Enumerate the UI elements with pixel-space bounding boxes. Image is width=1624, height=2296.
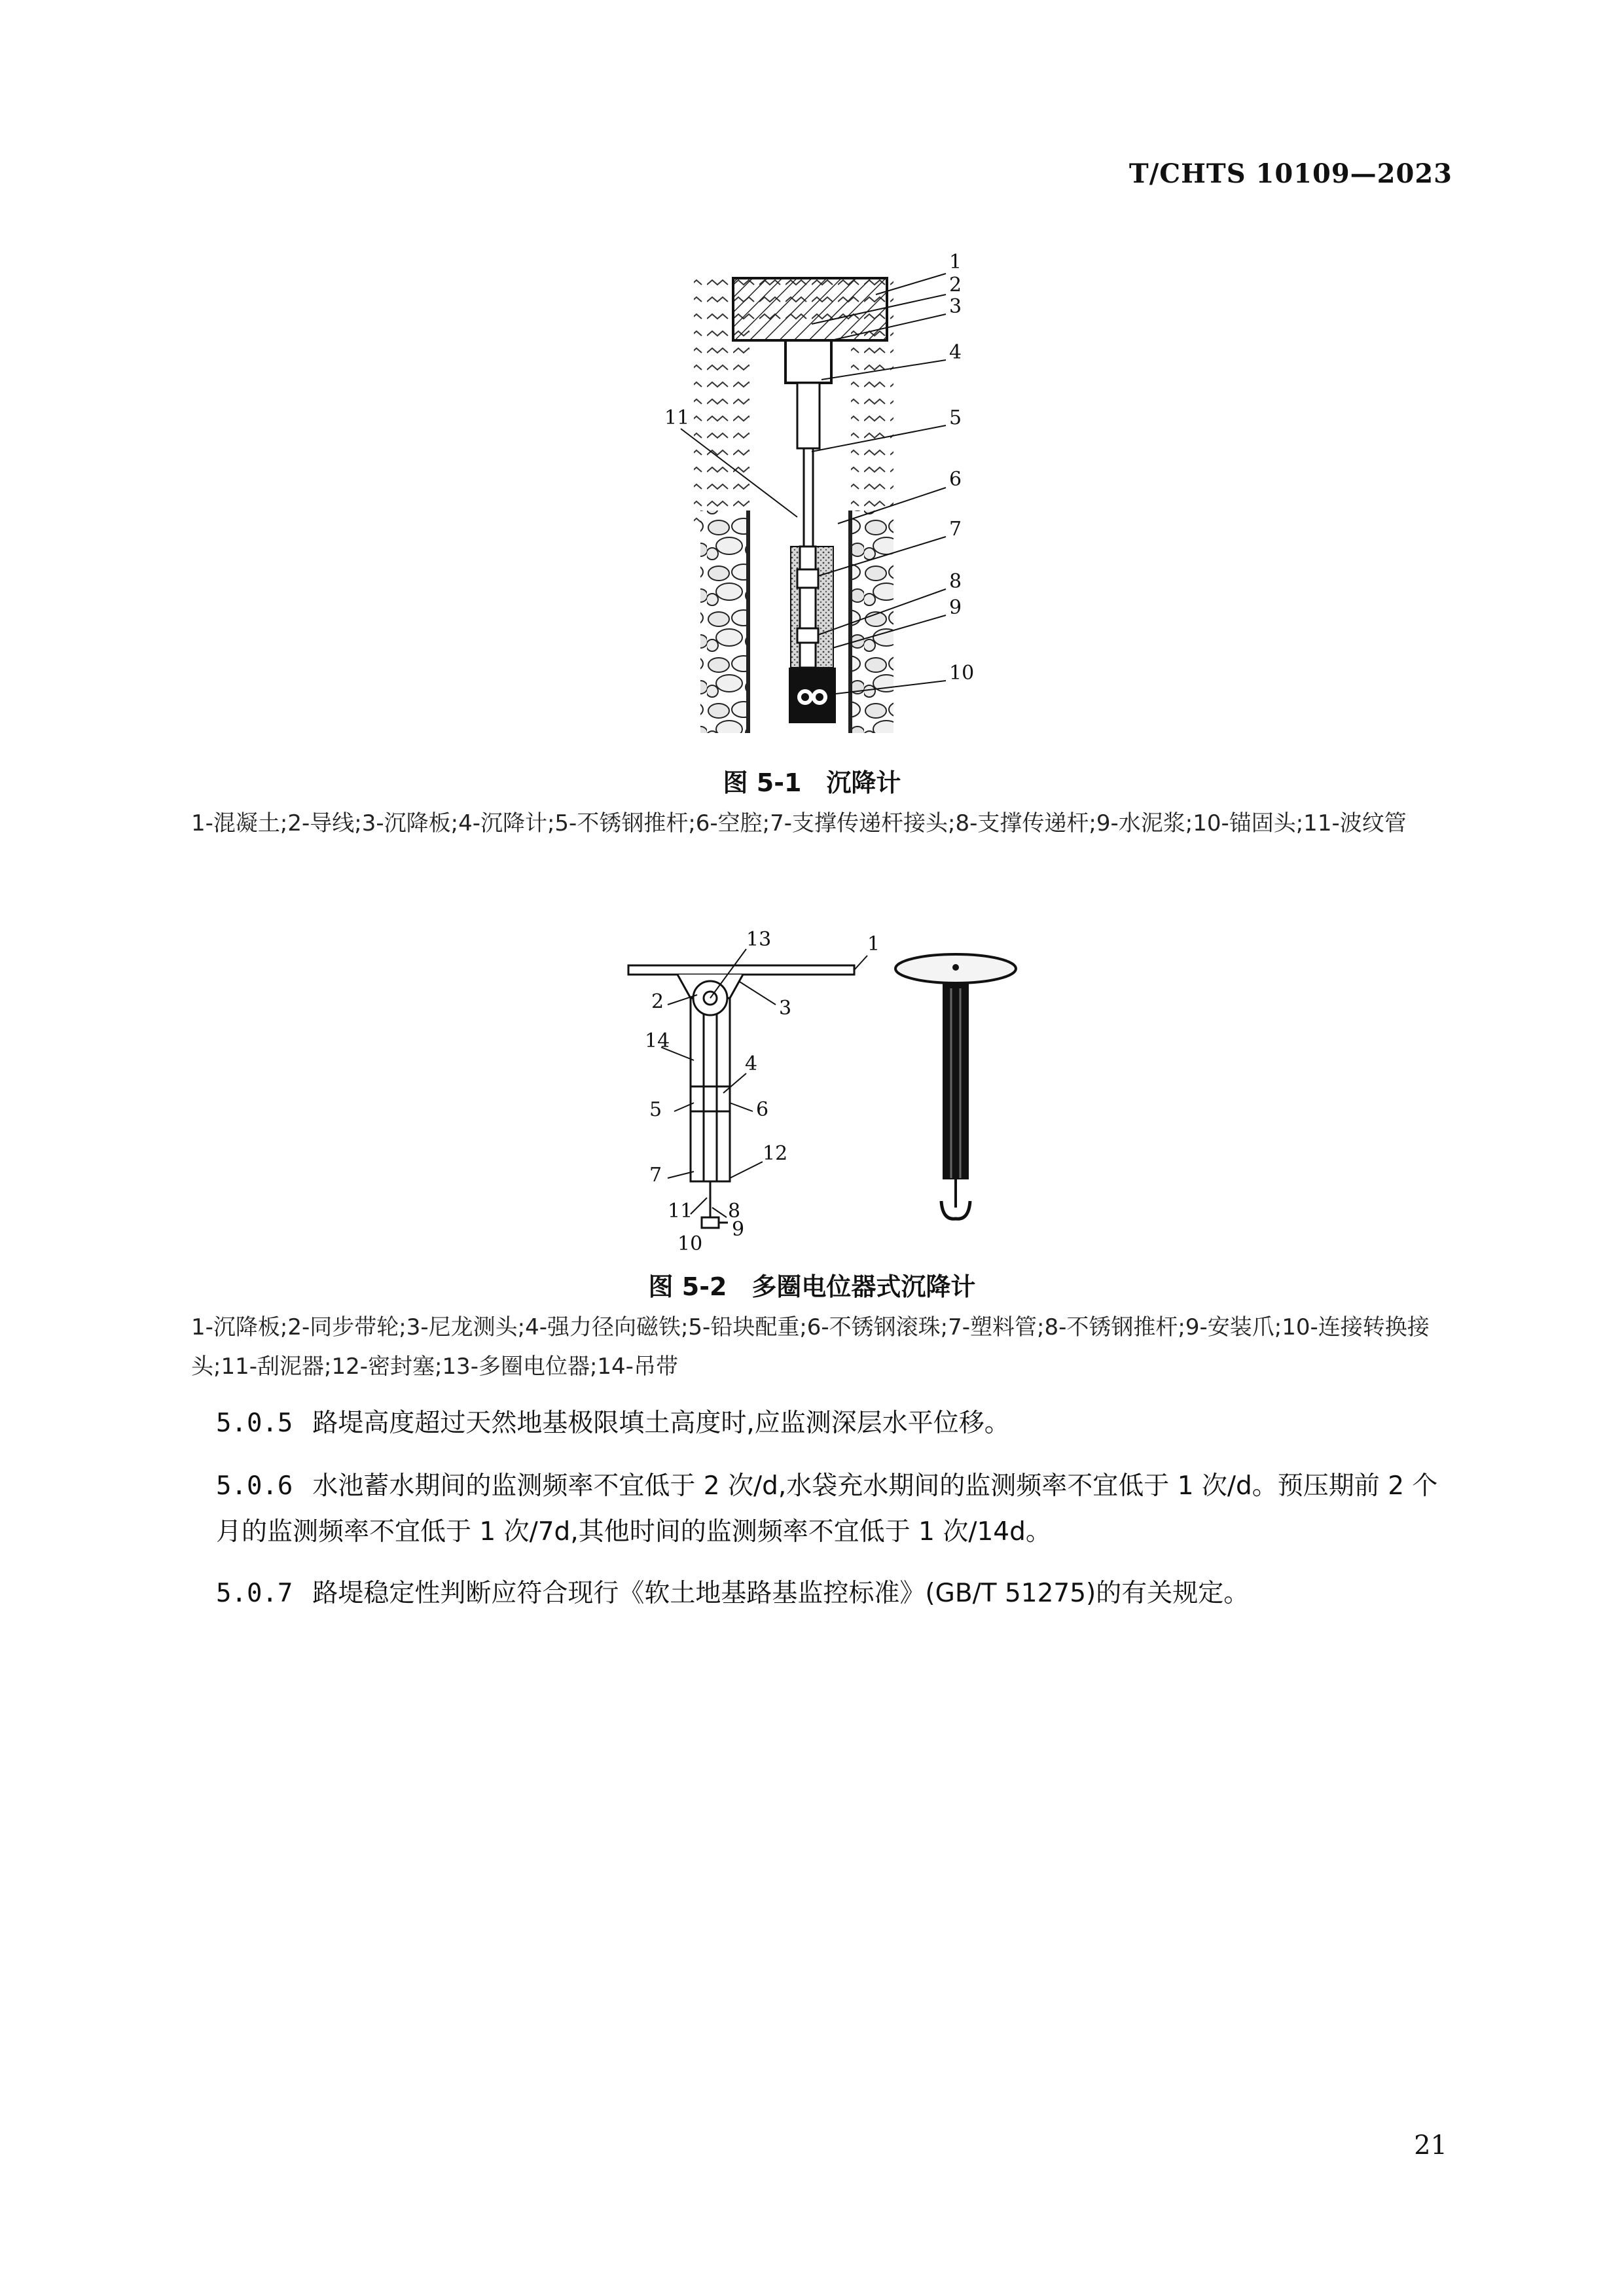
callout-8: 8 xyxy=(949,570,962,593)
clause-text: 水池蓄水期间的监测频率不宜低于 2 次/d,水袋充水期间的监测频率不宜低于 1 次/d。预压期前 2 个月的监测频率不宜低于 1 次/7d,其他时间的监测频率不宜低于 1 次/14d。 xyxy=(216,1471,1438,1547)
callout-7: 7 xyxy=(649,1164,662,1187)
callout-1: 1 xyxy=(867,933,880,956)
callout-11: 11 xyxy=(668,1200,693,1223)
clause-text: 路堤稳定性判断应符合现行《软土地基路基监控标准》(GB/T 51275)的有关规定。 xyxy=(312,1579,1250,1608)
connector xyxy=(702,1217,719,1228)
callout-11: 11 xyxy=(664,406,690,429)
callout-10: 10 xyxy=(677,1232,703,1255)
clause-5-0-5 xyxy=(191,1401,1460,1446)
callout-5: 5 xyxy=(949,406,962,429)
settlement-plate xyxy=(628,965,854,975)
callout-14: 14 xyxy=(645,1030,670,1052)
callout-13: 13 xyxy=(746,928,772,951)
callout-7: 7 xyxy=(949,518,962,541)
callout-3: 3 xyxy=(949,295,962,318)
document-number: T/CHTS 10109—2023 xyxy=(1128,158,1453,189)
callout-6: 6 xyxy=(756,1098,769,1121)
clause-text: 路堤高度超过天然地基极限填土高度时,应监测深层水平位移。 xyxy=(312,1408,1010,1438)
figure-5-2-legend: 1-沉降板;2-同步带轮;3-尼龙测头;4-强力径向磁铁;5-铅块配重;6-不锈钢滚珠;7-塑料管;8-不锈钢推杆;9-安装爪;10-连接转换接头;11-刮泥器;12-密封塞;13-多圈电位器;14-吊带 xyxy=(191,1314,1430,1380)
callout-9: 9 xyxy=(732,1218,745,1241)
clause-5-0-7 xyxy=(191,1571,1460,1617)
callout-2: 2 xyxy=(949,274,962,296)
callout-9: 9 xyxy=(949,596,962,619)
callout-8: 8 xyxy=(728,1200,741,1223)
callout-10: 10 xyxy=(949,662,975,685)
callout-4: 4 xyxy=(745,1052,758,1075)
clause-number: 5.0.7 xyxy=(216,1579,293,1608)
callout-1: 1 xyxy=(949,251,962,274)
potentiometer-gauge-schematic xyxy=(615,916,880,1257)
figure-5-1-legend: 1-混凝土;2-导线;3-沉降板;4-沉降计;5-不锈钢推杆;6-空腔;7-支撑传递杆接头;8-支撑传递杆;9-水泥浆;10-锚固头;11-波纹管 xyxy=(191,810,1407,836)
callout-12: 12 xyxy=(763,1142,788,1165)
figure-5-1-caption: 图 5-1 沉降计 xyxy=(723,768,901,797)
gauge-body xyxy=(943,983,969,1179)
settlement-gauge-head xyxy=(785,340,831,383)
callout-3: 3 xyxy=(779,997,792,1020)
callout-4: 4 xyxy=(949,341,962,364)
callout-5: 5 xyxy=(649,1098,662,1121)
lead-weight xyxy=(691,1086,704,1111)
page-number: 21 xyxy=(1414,2130,1447,2161)
figure-5-2-caption: 图 5-2 多圈电位器式沉降计 xyxy=(648,1272,976,1301)
concrete-block xyxy=(733,278,887,340)
clause-5-0-6 xyxy=(191,1463,1460,1555)
callout-6: 6 xyxy=(949,468,962,491)
callout-2: 2 xyxy=(651,990,664,1013)
potentiometer-gauge-photo xyxy=(890,942,1021,1230)
clause-number: 5.0.6 xyxy=(216,1471,293,1501)
clause-number: 5.0.5 xyxy=(216,1408,293,1438)
settlement-gauge-diagram xyxy=(655,242,1021,753)
